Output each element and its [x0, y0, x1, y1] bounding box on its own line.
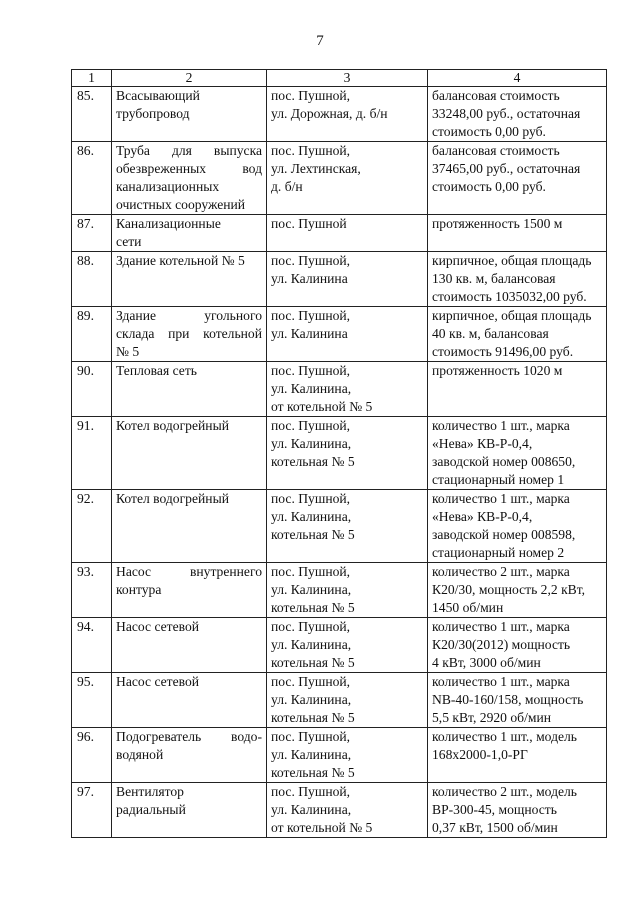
- table-row: [72, 728, 607, 783]
- item-details-line: количество 1 шт., модель: [432, 729, 578, 744]
- item-address-line: ул. Калинина,: [271, 802, 352, 817]
- item-address-line: пос. Пушной,: [271, 784, 351, 799]
- item-name-line: Насос сетевой: [116, 674, 200, 689]
- item-details-line: NB-40-160/158, мощность: [432, 692, 584, 707]
- item-address: [267, 563, 428, 618]
- item-details-line: 0,37 кВт, 1500 об/мин: [432, 820, 558, 835]
- item-details-line: балансовая стоимость: [432, 143, 560, 158]
- table-row: [72, 783, 607, 838]
- item-address-line: пос. Пушной,: [271, 363, 351, 378]
- item-details-line: К20/30, мощность 2,2 кВт,: [432, 582, 586, 597]
- item-details: [428, 307, 607, 362]
- item-details-line: стационарный номер 1: [432, 472, 565, 487]
- item-details-line: 40 кв. м, балансовая: [432, 326, 549, 341]
- item-address: [267, 252, 428, 307]
- row-number: 86.: [72, 142, 112, 215]
- item-details: [428, 142, 607, 215]
- item-name-line: обезвреженных вод: [116, 161, 262, 176]
- item-name-line: сети: [116, 234, 142, 249]
- item-details-line: количество 2 шт., модель: [432, 784, 578, 799]
- item-details: [428, 618, 607, 673]
- item-address-line: пос. Пушной,: [271, 143, 351, 158]
- header-col-1: 1: [72, 70, 112, 87]
- item-name: [112, 618, 267, 673]
- item-address: [267, 142, 428, 215]
- item-details-line: заводской номер 008650,: [432, 454, 576, 469]
- item-details: [428, 783, 607, 838]
- item-name-line: Тепловая сеть: [116, 363, 197, 378]
- item-address-line: пос. Пушной,: [271, 491, 351, 506]
- item-address-line: пос. Пушной,: [271, 564, 351, 579]
- item-details: [428, 490, 607, 563]
- row-number: 93.: [72, 563, 112, 618]
- item-name-line: Котел водогрейный: [116, 418, 229, 433]
- item-name-line: трубопровод: [116, 106, 190, 121]
- item-details-line: 4 кВт, 3000 об/мин: [432, 655, 541, 670]
- table-row: [72, 417, 607, 490]
- item-address-line: ул. Калинина,: [271, 637, 352, 652]
- item-details-line: количество 1 шт., марка: [432, 418, 570, 433]
- row-number: 87.: [72, 215, 112, 252]
- table-row: [72, 618, 607, 673]
- item-details-line: 5,5 кВт, 2920 об/мин: [432, 710, 552, 725]
- item-name: [112, 783, 267, 838]
- item-details-line: протяженность 1500 м: [432, 216, 563, 231]
- row-number: 88.: [72, 252, 112, 307]
- item-details-line: количество 1 шт., марка: [432, 674, 570, 689]
- item-address: [267, 783, 428, 838]
- item-details-line: «Нева» КВ-Р-0,4,: [432, 436, 533, 451]
- item-name-line: Здание котельной № 5: [116, 253, 245, 268]
- item-name: [112, 673, 267, 728]
- item-details-line: количество 2 шт., марка: [432, 564, 570, 579]
- row-number: 90.: [72, 362, 112, 417]
- item-details-line: 130 кв. м, балансовая: [432, 271, 556, 286]
- item-address-line: ул. Калинина: [271, 326, 348, 341]
- item-details-line: 168x2000-1,0-РГ: [432, 747, 528, 762]
- table-row: [72, 563, 607, 618]
- item-details-line: К20/30(2012) мощность: [432, 637, 571, 652]
- item-details-line: балансовая стоимость: [432, 88, 560, 103]
- item-name: [112, 252, 267, 307]
- item-address: [267, 87, 428, 142]
- item-name-line: № 5: [116, 344, 140, 359]
- item-address-line: котельная № 5: [271, 527, 355, 542]
- item-address: [267, 362, 428, 417]
- item-name-line: очистных сооружений: [116, 197, 246, 212]
- item-address-line: пос. Пушной,: [271, 88, 351, 103]
- item-details-line: стационарный номер 2: [432, 545, 565, 560]
- row-number: 95.: [72, 673, 112, 728]
- item-name-line: Насос внутреннего: [116, 564, 262, 579]
- table-row: [72, 307, 607, 362]
- item-address-line: ул. Калинина,: [271, 436, 352, 451]
- item-name: [112, 87, 267, 142]
- item-details-line: стоимость 91496,00 руб.: [432, 344, 574, 359]
- item-name: [112, 142, 267, 215]
- item-details-line: стоимость 0,00 руб.: [432, 124, 546, 139]
- header-col-4: 4: [428, 70, 607, 87]
- item-address: [267, 673, 428, 728]
- row-number: 92.: [72, 490, 112, 563]
- item-name-line: склада при котельной: [116, 326, 262, 341]
- row-number: 96.: [72, 728, 112, 783]
- item-name: [112, 362, 267, 417]
- item-address: [267, 307, 428, 362]
- item-address: [267, 728, 428, 783]
- item-details: [428, 417, 607, 490]
- item-address-line: д. б/н: [271, 179, 303, 194]
- item-name-line: канализационных: [116, 179, 220, 194]
- item-address-line: от котельной № 5: [271, 399, 373, 414]
- item-name: [112, 490, 267, 563]
- item-name-line: Канализационные: [116, 216, 221, 231]
- row-number: 91.: [72, 417, 112, 490]
- item-details-line: ВР-300-45, мощность: [432, 802, 557, 817]
- item-name-line: Вентилятор: [116, 784, 184, 799]
- item-details-line: 33248,00 руб., остаточная: [432, 106, 581, 121]
- item-details: [428, 215, 607, 252]
- item-name-line: Подогреватель водо-: [116, 729, 262, 744]
- table-body: [72, 87, 607, 838]
- item-address-line: ул. Калинина,: [271, 381, 352, 396]
- item-details: [428, 252, 607, 307]
- item-name: [112, 728, 267, 783]
- item-address-line: ул. Калинина,: [271, 509, 352, 524]
- item-details: [428, 563, 607, 618]
- item-details-line: количество 1 шт., марка: [432, 619, 570, 634]
- item-details: [428, 728, 607, 783]
- item-name-line: Здание угольного: [116, 308, 262, 323]
- item-name-line: водяной: [116, 747, 164, 762]
- item-address-line: ул. Калинина,: [271, 747, 352, 762]
- table-row: [72, 142, 607, 215]
- row-number: 89.: [72, 307, 112, 362]
- item-details-line: кирпичное, общая площадь: [432, 308, 592, 323]
- item-address-line: ул. Дорожная, д. б/н: [271, 106, 388, 121]
- table-row: [72, 673, 607, 728]
- property-table: [71, 69, 607, 838]
- item-address-line: пос. Пушной,: [271, 253, 351, 268]
- item-details-line: количество 1 шт., марка: [432, 491, 570, 506]
- item-address-line: пос. Пушной,: [271, 729, 351, 744]
- item-address-line: котельная № 5: [271, 655, 355, 670]
- item-address-line: котельная № 5: [271, 454, 355, 469]
- item-address-line: пос. Пушной,: [271, 674, 351, 689]
- item-name: [112, 215, 267, 252]
- item-name-line: Котел водогрейный: [116, 491, 229, 506]
- item-details-line: стоимость 1035032,00 руб.: [432, 289, 587, 304]
- item-details-line: «Нева» КВ-Р-0,4,: [432, 509, 533, 524]
- item-address: [267, 215, 428, 252]
- header-row: [72, 70, 607, 87]
- item-address-line: ул. Калинина,: [271, 692, 352, 707]
- item-name-line: Труба для выпуска: [116, 143, 262, 158]
- item-details-line: кирпичное, общая площадь: [432, 253, 592, 268]
- row-number: 85.: [72, 87, 112, 142]
- item-address: [267, 417, 428, 490]
- item-details-line: заводской номер 008598,: [432, 527, 576, 542]
- item-address-line: от котельной № 5: [271, 820, 373, 835]
- item-address-line: котельная № 5: [271, 600, 355, 615]
- item-name: [112, 563, 267, 618]
- item-details-line: протяженность 1020 м: [432, 363, 563, 378]
- item-name-line: Насос сетевой: [116, 619, 200, 634]
- item-address-line: пос. Пушной: [271, 216, 347, 231]
- item-name: [112, 417, 267, 490]
- item-address-line: пос. Пушной,: [271, 308, 351, 323]
- item-address-line: котельная № 5: [271, 765, 355, 780]
- page-number: 7: [316, 33, 324, 49]
- item-address-line: пос. Пушной,: [271, 619, 351, 634]
- item-details-line: стоимость 0,00 руб.: [432, 179, 546, 194]
- table-row: [72, 490, 607, 563]
- table-row: [72, 252, 607, 307]
- header-col-3: 3: [267, 70, 428, 87]
- item-details-line: 1450 об/мин: [432, 600, 504, 615]
- table-row: [72, 87, 607, 142]
- header-col-2: 2: [112, 70, 267, 87]
- item-address-line: пос. Пушной,: [271, 418, 351, 433]
- item-address: [267, 618, 428, 673]
- item-details: [428, 87, 607, 142]
- item-name-line: радиальный: [116, 802, 186, 817]
- table-row: [72, 362, 607, 417]
- item-address-line: котельная № 5: [271, 710, 355, 725]
- item-address-line: ул. Лехтинская,: [271, 161, 361, 176]
- table-row: [72, 215, 607, 252]
- row-number: 97.: [72, 783, 112, 838]
- item-name: [112, 307, 267, 362]
- item-details-line: 37465,00 руб., остаточная: [432, 161, 581, 176]
- item-details: [428, 362, 607, 417]
- item-name-line: контура: [116, 582, 162, 597]
- item-details: [428, 673, 607, 728]
- item-name-line: Всасывающий: [116, 88, 200, 103]
- item-address: [267, 490, 428, 563]
- item-address-line: ул. Калинина,: [271, 582, 352, 597]
- row-number: 94.: [72, 618, 112, 673]
- item-address-line: ул. Калинина: [271, 271, 348, 286]
